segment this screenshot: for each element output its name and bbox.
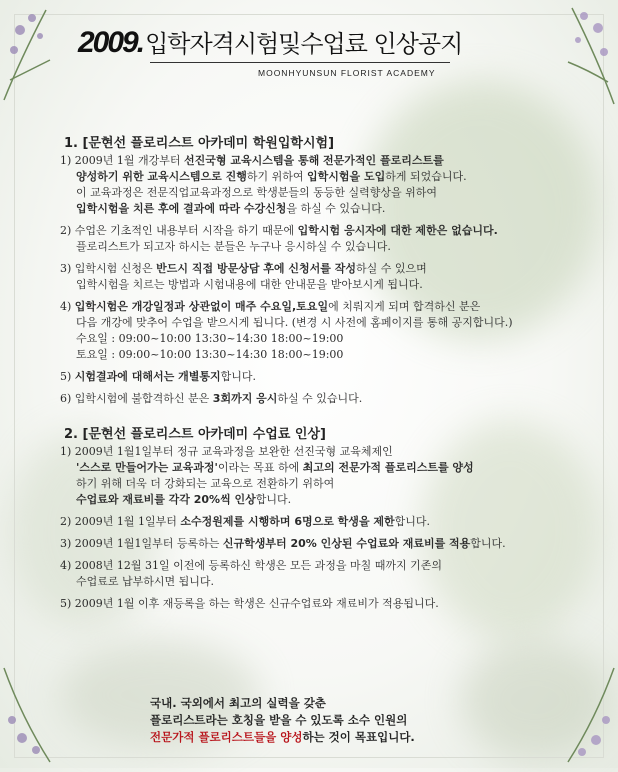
emphasis-text: 신규학생부터 20% 인상된 수업료와 재료비를 적용 [222, 537, 471, 550]
body-text: 하기 위해 더욱 더 강화되는 교육으로 전환하기 위하여 [76, 477, 335, 490]
emphasis-text: 입학시험 응시자에 대한 제한은 없습니다. [297, 224, 498, 237]
body-text: 수업료로 납부하시면 됩니다. [76, 575, 215, 588]
flower-ornament-top-left [0, 0, 90, 110]
section-items [60, 444, 588, 612]
item-line [60, 261, 588, 277]
closing-line: 국내. 국외에서 최고의 실력을 갖춘 [150, 696, 326, 710]
section-heading: 1. [문현선 플로리스트 아카데미 학원입학시험] [64, 136, 335, 151]
item-line [60, 347, 588, 363]
title-divider [150, 62, 450, 63]
body-text: 4) [60, 300, 75, 313]
body-text: 하기 위하여 [246, 170, 308, 183]
section-heading: 2. [문현선 플로리스트 아카데미 수업료 인상] [64, 427, 326, 442]
item-line [60, 460, 588, 476]
body-text: 토요일 : 09:00~10:00 13:30~14:30 18:00~19:00 [76, 348, 344, 361]
item-line [60, 185, 588, 201]
body-text: 다음 개강에 맞추어 수업을 받으시게 됩니다. (변경 시 사전에 홈페이지를 통해 공지합니다.) [76, 316, 513, 329]
list-item [60, 261, 588, 293]
highlight-text: 전문가적 플로리스트들을 양성 [150, 730, 303, 744]
flower-ornament-bottom-left [0, 658, 90, 768]
item-line [60, 391, 588, 407]
body-text: 하실 수 있습니다. [277, 392, 363, 405]
emphasis-text: 시험결과에 대해서는 개별통지 [74, 370, 221, 383]
emphasis-text: 입학시험을 도입 [307, 170, 386, 183]
academy-name: MOONHYUNSUN FLORIST ACADEMY [258, 68, 436, 78]
closing-statement [150, 695, 510, 746]
title-text: 입학자격시험및수업료 인상공지 [145, 30, 463, 58]
body-text: 4) 2008년 12월 31일 이전에 등록하신 학생은 모든 과정을 마칠 때까지 기존의 [60, 559, 443, 572]
body-text: 플로리스트가 되고자 하시는 분들은 누구나 응시하실 수 있습니다. [76, 240, 391, 253]
body-text: 합니다. [255, 493, 292, 506]
item-line [60, 369, 588, 385]
body-text: 합니다. [220, 370, 256, 383]
section-tuition-increase [60, 423, 588, 612]
item-line [60, 169, 588, 185]
body-text: 하게 되었습니다. [385, 170, 467, 183]
closing-line [150, 729, 510, 746]
body-text: 합니다. [394, 515, 431, 528]
body-text: 3) 입학시험 신청은 [60, 262, 157, 275]
list-item [60, 444, 588, 508]
emphasis-text: 반드시 직접 방문상담 후에 신청서를 작성 [156, 262, 356, 275]
emphasis-text: 3회까지 응시 [212, 392, 278, 405]
body-text: 입학시험을 치르는 방법과 시험내용에 대한 안내문을 받아보시게 됩니다. [76, 278, 423, 291]
list-item [60, 299, 588, 363]
section-entrance-exam [60, 132, 588, 407]
item-line [60, 223, 588, 239]
body-text: 5) [60, 370, 75, 383]
closing-text: 하는 것이 목표입니다. [302, 730, 415, 744]
notice-body [60, 132, 588, 618]
body-text: 수요일 : 09:00~10:00 13:30~14:30 18:00~19:00 [76, 332, 344, 345]
item-line [60, 153, 588, 169]
closing-line: 플로리스트라는 호칭을 받을 수 있도록 소수 인원의 [150, 713, 408, 727]
flower-ornament-top-right [528, 0, 618, 110]
item-line [60, 514, 588, 530]
emphasis-text: 최고의 전문가적 플로리스트를 양성 [302, 461, 474, 474]
list-item [60, 536, 588, 552]
body-text: 이라는 목표 하에 [217, 461, 303, 474]
emphasis-text: 입학시험은 개강일정과 상관없이 매주 수요일,토요일 [74, 300, 329, 313]
item-line [60, 492, 588, 508]
body-text: 3) 2009년 1월1일부터 등록하는 [60, 537, 223, 550]
emphasis-text: 입학시험을 치른 후에 결과에 따라 수강신청 [76, 202, 287, 215]
item-line [60, 315, 588, 331]
page-title [78, 24, 478, 60]
list-item [60, 223, 588, 255]
body-text: 에 치뤄지게 되며 합격하신 분은 [328, 300, 481, 313]
item-line [60, 299, 588, 315]
body-text: 6) 입학시험에 불합격하신 분은 [60, 392, 213, 405]
list-item [60, 153, 588, 217]
item-line [60, 201, 588, 217]
section-items [60, 153, 588, 407]
body-text: 2) 수업은 기초적인 내용부터 시작을 하기 때문에 [60, 224, 298, 237]
emphasis-text: 양성하기 위한 교육시스템으로 진행 [76, 170, 247, 183]
item-line [60, 596, 588, 612]
item-line [60, 239, 588, 255]
body-text: 1) 2009년 1월 개강부터 [60, 154, 185, 167]
emphasis-text: 수업료와 재료비를 각각 20%씩 인상 [76, 493, 256, 506]
item-line [60, 574, 588, 590]
body-text: 하실 수 있으며 [355, 262, 427, 275]
flower-ornament-bottom-right [528, 658, 618, 768]
emphasis-text: 소수정원제를 시행하며 6명으로 학생을 제한 [180, 515, 395, 528]
item-line [60, 331, 588, 347]
item-line [60, 536, 588, 552]
list-item [60, 596, 588, 612]
item-line [60, 476, 588, 492]
title-year: 2009. [78, 26, 144, 59]
emphasis-text: 선진국형 교육시스템을 통해 전문가적인 플로리스트를 [184, 154, 444, 167]
emphasis-text: '스스로 만들어가는 교육과정' [76, 461, 218, 474]
body-text: 을 하실 수 있습니다. [286, 202, 386, 215]
list-item [60, 369, 588, 385]
body-text: 2) 2009년 1월 1일부터 [60, 515, 181, 528]
list-item [60, 558, 588, 590]
item-line [60, 277, 588, 293]
list-item [60, 514, 588, 530]
item-line [60, 558, 588, 574]
body-text: 1) 2009년 1월1일부터 정규 교육과정을 보완한 선진국형 교육체제인 [60, 445, 393, 458]
body-text: 5) 2009년 1월 이후 재등록을 하는 학생은 신규수업료와 재료비가 적용됩니다. [60, 597, 439, 610]
item-line [60, 444, 588, 460]
body-text: 합니다. [470, 537, 506, 550]
list-item [60, 391, 588, 407]
body-text: 이 교육과정은 전문직업교육과정으로 학생분들의 동등한 실력향상을 위하여 [76, 186, 438, 199]
